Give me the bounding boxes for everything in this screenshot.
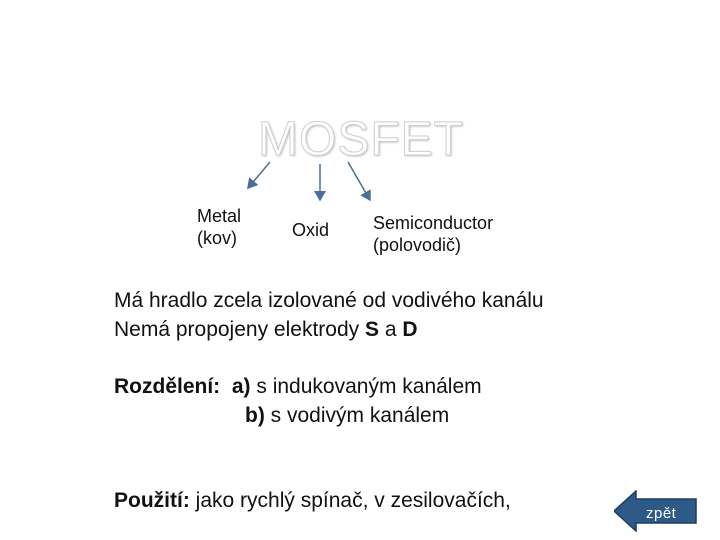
usage-text: jako rychlý spínač, v zesilovačích, (189, 489, 511, 512)
description-block (114, 286, 544, 344)
usage-line (114, 486, 511, 515)
term-semiconductor-translation: (polovodič) (373, 235, 462, 255)
electrode-s: S (364, 318, 379, 341)
electrode-d: D (402, 318, 418, 341)
term-semiconductor-word: Semiconductor (373, 213, 494, 233)
division-a-text: s indukovaným kanálem (250, 375, 482, 398)
term-metal-word: Metal (197, 206, 242, 226)
division-block (114, 372, 482, 430)
division-line-b (114, 401, 482, 430)
arrow-semiconductor (348, 162, 370, 200)
division-label: Rozdělení: (114, 375, 221, 398)
term-semiconductor (373, 212, 493, 256)
description-line-2-text: Nemá propojeny elektrody (114, 318, 365, 341)
division-b-text: s vodivým kanálem (264, 404, 450, 427)
division-b-marker: b) (245, 404, 265, 427)
arrow-metal (248, 162, 270, 188)
division-a-marker: a) (231, 375, 251, 398)
description-line-2 (114, 315, 544, 344)
usage-label: Použití: (114, 489, 190, 512)
description-line-1: Má hradlo zcela izolované od vodivého kanálu (114, 289, 544, 312)
division-line-a (114, 372, 482, 401)
term-oxid: Oxid (292, 220, 330, 240)
term-metal-translation: (kov) (197, 228, 237, 248)
slide-title: MOSFET (258, 113, 464, 166)
back-button-label[interactable]: zpět (646, 505, 677, 522)
description-line-2-and: a (378, 318, 403, 341)
term-metal (197, 205, 241, 249)
